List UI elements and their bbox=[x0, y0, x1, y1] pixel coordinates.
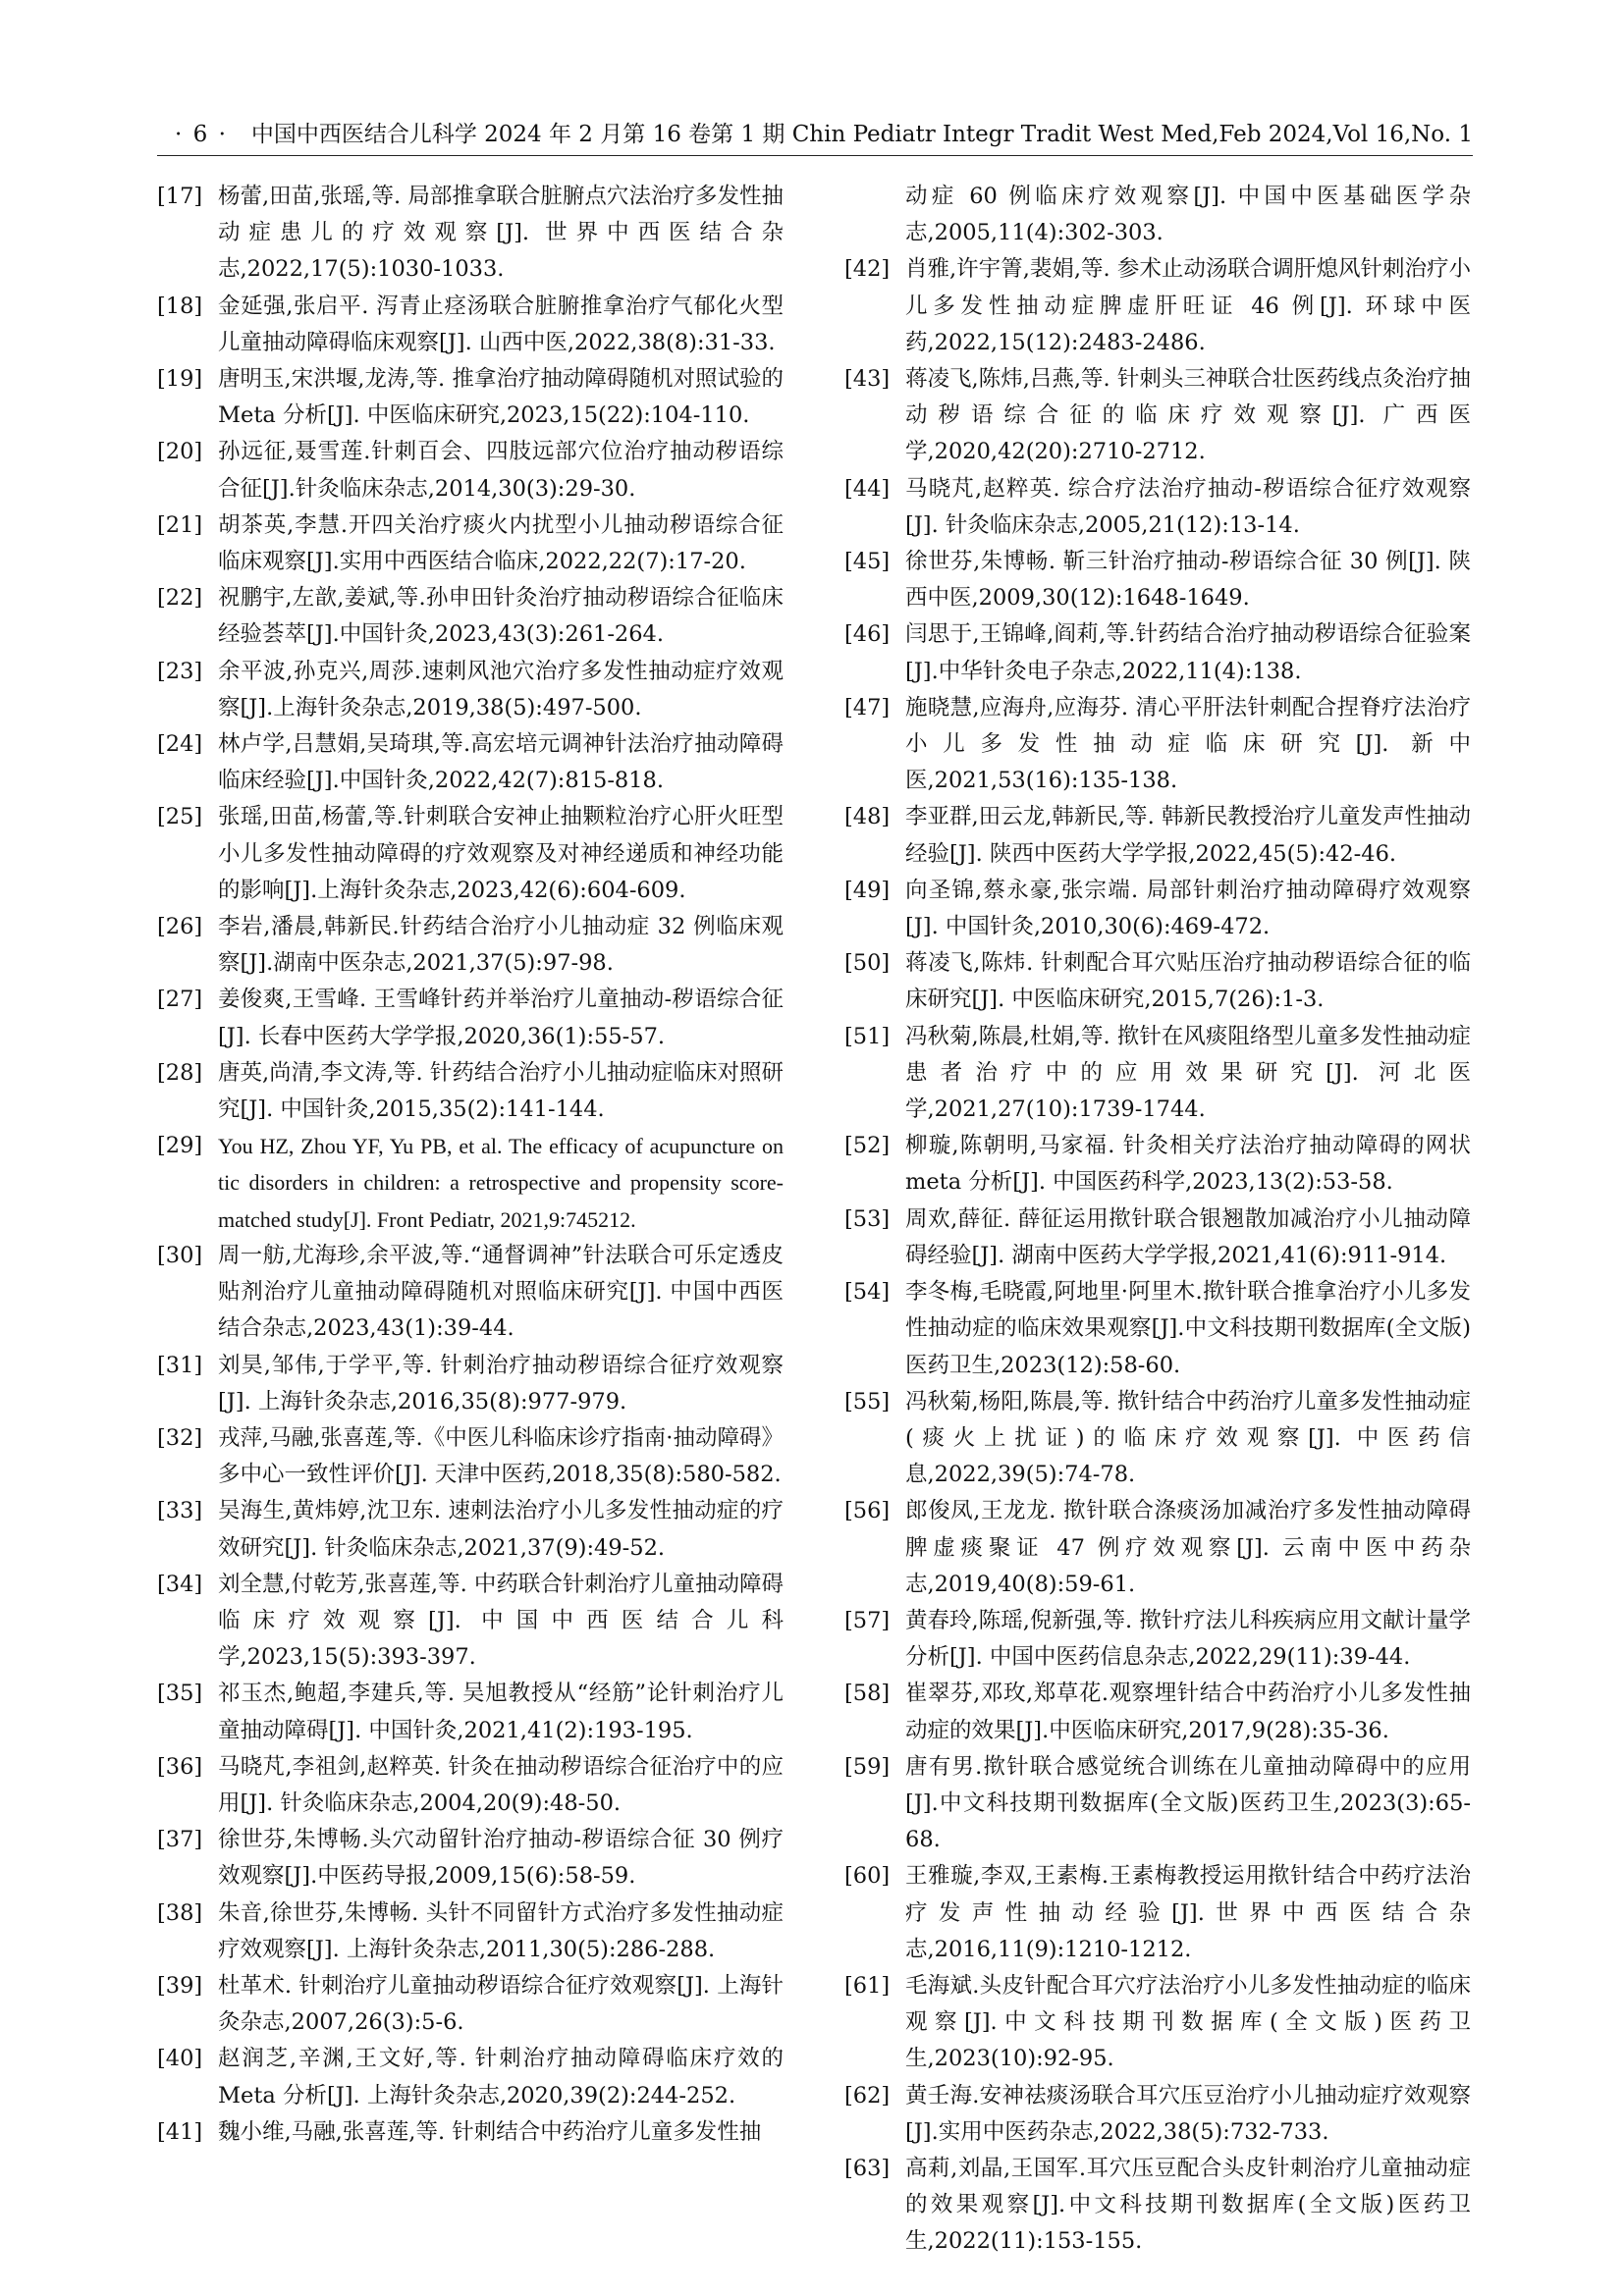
reference-number: [53] bbox=[844, 1205, 891, 1232]
reference-item bbox=[844, 1128, 1471, 1201]
reference-number: [24] bbox=[157, 731, 203, 758]
reference-text: 闫思于,王锦峰,阎莉,等.针药结合治疗抽动秽语综合征验案[J].中华针灸电子杂志,2022,11(4):138. bbox=[905, 621, 1471, 684]
reference-item bbox=[157, 1238, 784, 1348]
reference-number: [49] bbox=[844, 877, 891, 903]
reference-text: 向圣锦,蔡永豪,张宗端. 局部针刺治疗抽动障碍疗效观察[J]. 中国针灸,2010,30(6):469-472. bbox=[905, 877, 1471, 940]
reference-number: [34] bbox=[157, 1571, 203, 1597]
reference-number: [32] bbox=[157, 1424, 203, 1451]
reference-item bbox=[844, 1019, 1471, 1129]
reference-text: 黄壬海.安神祛痰汤联合耳穴压豆治疗小儿抽动症疗效观察[J].实用中医药杂志,2022,38(5):732-733. bbox=[905, 2082, 1471, 2145]
reference-text: 蒋凌飞,陈炜. 针刺配合耳穴贴压治疗抽动秽语综合征的临床研究[J]. 中医临床研究,2015,7(26):1-3. bbox=[905, 950, 1471, 1013]
reference-item bbox=[844, 690, 1471, 800]
reference-item bbox=[157, 1896, 784, 1968]
reference-item bbox=[844, 873, 1471, 945]
reference-number: [21] bbox=[157, 511, 203, 538]
reference-item bbox=[157, 1822, 784, 1895]
reference-text: 张瑶,田苗,杨蕾,等.针刺联合安神止抽颗粒治疗心肝火旺型小儿多发性抽动障碍的疗效观察及对神经递质和神经功能的影响[J].上海针灸杂志,2023,42(6):604-609. bbox=[218, 804, 784, 903]
reference-item bbox=[844, 1676, 1471, 1748]
reference-number: [48] bbox=[844, 804, 891, 830]
journal-running-title: 中国中西医结合儿科学 2024 年 2 月第 16 卷第 1 期 Chin Pediatr Integr Tradit West Med,Feb 2024,Vol 16,No. 1 bbox=[250, 122, 1473, 147]
reference-item bbox=[844, 1858, 1471, 1968]
reference-number: [41] bbox=[157, 2118, 203, 2145]
reference-text: 杨蕾,田苗,张瑶,等. 局部推拿联合脏腑点穴法治疗多发性抽动症患儿的疗效观察[J]. 世界中西医结合杂志,2022,17(5):1030-1033. bbox=[218, 184, 784, 283]
running-header bbox=[157, 116, 1473, 156]
reference-text: 林卢学,吕慧娟,吴琦琪,等.高宏培元调神针法治疗抽动障碍临床经验[J].中国针灸,2022,42(7):815-818. bbox=[218, 731, 784, 794]
reference-item bbox=[157, 1749, 784, 1822]
reference-item bbox=[844, 544, 1471, 616]
reference-text: 李冬梅,毛晓霞,阿地里·阿里木.揿针联合推拿治疗小儿多发性抽动症的临床效果观察[J].中文科技期刊数据库(全文版)医药卫生,2023(12):58-60. bbox=[905, 1279, 1471, 1378]
reference-number: [31] bbox=[157, 1352, 203, 1378]
reference-item bbox=[844, 251, 1471, 361]
reference-number: [35] bbox=[157, 1681, 203, 1707]
reference-item bbox=[157, 726, 784, 799]
reference-item bbox=[844, 1274, 1471, 1384]
reference-item bbox=[157, 580, 784, 653]
reference-item bbox=[157, 2114, 784, 2151]
reference-number: [57] bbox=[844, 1607, 891, 1633]
reference-item bbox=[157, 434, 784, 507]
reference-item bbox=[844, 179, 1471, 251]
reference-item bbox=[844, 1201, 1471, 1274]
reference-text: 祁玉杰,鲍超,李建兵,等. 吴旭教授从“经筋”论针刺治疗儿童抽动障碍[J]. 中国针灸,2021,41(2):193-195. bbox=[218, 1681, 784, 1743]
reference-text: 李亚群,田云龙,韩新民,等. 韩新民教授治疗儿童发声性抽动经验[J]. 陕西中医药大学学报,2022,45(5):42-46. bbox=[905, 804, 1471, 867]
reference-item bbox=[157, 1348, 784, 1420]
reference-text: 朱音,徐世芬,朱博畅. 头针不同留针方式治疗多发性抽动症疗效观察[J]. 上海针灸杂志,2011,30(5):286-288. bbox=[218, 1899, 784, 1962]
reference-number: [56] bbox=[844, 1498, 891, 1524]
reference-number: [26] bbox=[157, 914, 203, 940]
reference-column-right bbox=[844, 179, 1471, 2261]
reference-number: [52] bbox=[844, 1133, 891, 1159]
reference-text: 赵润芝,辛渊,王文好,等. 针刺治疗抽动障碍临床疗效的 Meta 分析[J]. 上海针灸杂志,2020,39(2):244-252. bbox=[218, 2046, 784, 2109]
reference-number: [43] bbox=[844, 366, 891, 393]
reference-number: [61] bbox=[844, 1972, 891, 1999]
reference-text: 姜俊爽,王雪峰. 王雪峰针药并举治疗儿童抽动-秽语综合征[J]. 长春中医药大学学报,2020,36(1):55-57. bbox=[218, 987, 784, 1049]
reference-number: [37] bbox=[157, 1827, 203, 1853]
reference-item bbox=[844, 799, 1471, 872]
reference-text: 郎俊凤,王龙龙. 揿针联合涤痰汤加减治疗多发性抽动障碍脾虚痰聚证 47 例疗效观察[J]. 云南中医中药杂志,2019,40(8):59-61. bbox=[905, 1498, 1471, 1597]
reference-text: 孙远征,聂雪莲.针刺百会、四肢远部穴位治疗抽动秽语综合征[J].针灸临床杂志,2014,30(3):29-30. bbox=[218, 439, 784, 502]
reference-number: [38] bbox=[157, 1899, 203, 1926]
reference-text: 崔翠芬,邓玫,郑草花.观察埋针结合中药治疗小儿多发性抽动症的效果[J].中医临床研究,2017,9(28):35-36. bbox=[905, 1681, 1471, 1743]
reference-text: 周欢,薛征. 薛征运用揿针联合银翘散加减治疗小儿抽动障碍经验[J]. 湖南中医药大学学报,2021,41(6):911-914. bbox=[905, 1205, 1471, 1268]
reference-number: [28] bbox=[157, 1059, 203, 1086]
reference-text: 马晓芃,李祖剑,赵粹英. 针灸在抽动秽语综合征治疗中的应用[J]. 针灸临床杂志,2004,20(9):48-50. bbox=[218, 1753, 784, 1816]
reference-item bbox=[157, 1493, 784, 1566]
reference-number: [63] bbox=[844, 2155, 891, 2181]
reference-item bbox=[157, 1567, 784, 1677]
reference-item bbox=[157, 507, 784, 580]
reference-number: [39] bbox=[157, 1972, 203, 1999]
reference-number: [19] bbox=[157, 366, 203, 393]
reference-text: 徐世芬,朱博畅. 靳三针治疗抽动-秽语综合征 30 例[J]. 陕西中医,2009,30(12):1648-1649. bbox=[905, 549, 1471, 612]
reference-item bbox=[844, 616, 1471, 689]
reference-text: 刘全慧,付乾芳,张喜莲,等. 中药联合针刺治疗儿童抽动障碍临床疗效观察[J]. 中国中西医结合儿科学,2023,15(5):393-397. bbox=[218, 1571, 784, 1671]
reference-item bbox=[157, 799, 784, 909]
reference-text: 施晓慧,应海舟,应海芬. 清心平肝法针刺配合捏脊疗法治疗小儿多发性抽动症临床研究[J]. 新中医,2021,53(16):135-138. bbox=[905, 694, 1471, 794]
reference-text: 杜革术. 针刺治疗儿童抽动秽语综合征疗效观察[J]. 上海针灸杂志,2007,26(3):5-6. bbox=[218, 1972, 784, 2036]
reference-number: [33] bbox=[157, 1498, 203, 1524]
reference-text: 刘昊,邹伟,于学平,等. 针刺治疗抽动秽语综合征疗效观察[J]. 上海针灸杂志,2016,35(8):977-979. bbox=[218, 1352, 784, 1415]
reference-number: [44] bbox=[844, 475, 891, 502]
reference-item bbox=[157, 1420, 784, 1493]
reference-item bbox=[844, 1749, 1471, 1859]
reference-number: [36] bbox=[157, 1753, 203, 1780]
reference-text: 戎萍,马融,张喜莲,等.《中医儿科临床诊疗指南·抽动障碍》多中心一致性评价[J]. 天津中医药,2018,35(8):580-582. bbox=[218, 1424, 784, 1488]
reference-number: [60] bbox=[844, 1863, 891, 1890]
reference-item bbox=[844, 361, 1471, 471]
reference-number: [54] bbox=[844, 1279, 891, 1306]
reference-item bbox=[157, 179, 784, 289]
reference-number: [20] bbox=[157, 439, 203, 465]
reference-text: 冯秋菊,杨阳,陈晨,等. 揿针结合中药治疗儿童多发性抽动症(痰火上扰证)的临床疗效观察[J]. 中医药信息,2022,39(5):74-78. bbox=[905, 1388, 1471, 1488]
reference-number: [40] bbox=[157, 2046, 203, 2072]
reference-text: 周一舫,尤海珍,余平波,等.“通督调神”针法联合可乐定透皮贴剂治疗儿童抽动障碍随机对照临床研究[J]. 中国中西医结合杂志,2023,43(1):39-44. bbox=[218, 1242, 784, 1342]
reference-item bbox=[157, 361, 784, 434]
reference-text: 吴海生,黄炜婷,沈卫东. 速刺法治疗小儿多发性抽动症的疗效研究[J]. 针灸临床杂志,2021,37(9):49-52. bbox=[218, 1498, 784, 1561]
reference-item bbox=[157, 1055, 784, 1128]
reference-text: 动症 60 例临床疗效观察[J]. 中国中医基础医学杂志,2005,11(4):302-303. bbox=[905, 184, 1471, 246]
reference-text: 祝鹏宇,左歆,姜斌,等.孙申田针灸治疗抽动秽语综合征临床经验荟萃[J].中国针灸,2023,43(3):261-264. bbox=[218, 585, 784, 648]
reference-item bbox=[157, 654, 784, 726]
reference-number: [22] bbox=[157, 585, 203, 612]
reference-item bbox=[157, 982, 784, 1054]
reference-item bbox=[157, 909, 784, 982]
reference-number: [50] bbox=[844, 950, 891, 977]
reference-text: 蒋凌飞,陈炜,吕燕,等. 针刺头三神联合壮医药线点灸治疗抽动秽语综合征的临床疗效观察[J]. 广西医学,2020,42(20):2710-2712. bbox=[905, 366, 1471, 465]
reference-number: [46] bbox=[844, 621, 891, 648]
page-number: · 6 · bbox=[175, 122, 228, 147]
reference-text: 柳璇,陈朝明,马家福. 针灸相关疗法治疗抽动障碍的网状 meta 分析[J]. 中国医药科学,2023,13(2):53-58. bbox=[905, 1133, 1471, 1196]
reference-column-left bbox=[157, 179, 784, 2151]
reference-text: 王雅璇,李双,王素梅.王素梅教授运用揿针结合中药疗法治疗发声性抽动经验[J].世界中西医结合杂志,2016,11(9):1210-1212. bbox=[905, 1863, 1471, 1962]
reference-number: [45] bbox=[844, 549, 891, 575]
reference-number: [30] bbox=[157, 1242, 203, 1268]
reference-item bbox=[844, 1968, 1471, 2078]
reference-number: [18] bbox=[157, 293, 203, 319]
reference-item bbox=[157, 1968, 784, 2041]
reference-text: 金延强,张启平. 泻青止痉汤联合脏腑推拿治疗气郁化火型儿童抽动障碍临床观察[J]. 山西中医,2022,38(8):31-33. bbox=[218, 293, 784, 355]
reference-text: 冯秋菊,陈晨,杜娟,等. 揿针在风痰阻络型儿童多发性抽动症患者治疗中的应用效果研究[J]. 河北医学,2021,27(10):1739-1744. bbox=[905, 1023, 1471, 1123]
reference-text: 唐明玉,宋洪堰,龙涛,等. 推拿治疗抽动障碍随机对照试验的 Meta 分析[J]. 中医临床研究,2023,15(22):104-110. bbox=[218, 366, 784, 429]
reference-number: [27] bbox=[157, 987, 203, 1013]
reference-text: 黄春玲,陈瑶,倪新强,等. 揿针疗法儿科疾病应用文献计量学分析[J]. 中国中医药信息杂志,2022,29(11):39-44. bbox=[905, 1607, 1471, 1671]
reference-number: [59] bbox=[844, 1753, 891, 1780]
reference-item bbox=[844, 1384, 1471, 1494]
reference-text: 徐世芬,朱博畅.头穴动留针治疗抽动-秽语综合征 30 例疗效观察[J].中医药导报,2009,15(6):58-59. bbox=[218, 1827, 784, 1890]
reference-item bbox=[157, 2041, 784, 2113]
reference-number: [42] bbox=[844, 256, 891, 283]
reference-item bbox=[844, 945, 1471, 1018]
reference-text: 李岩,潘晨,韩新民.针药结合治疗小儿抽动症 32 例临床观察[J].湖南中医杂志,2021,37(5):97-98. bbox=[218, 914, 784, 977]
reference-number: [47] bbox=[844, 694, 891, 721]
reference-text: 唐有男.揿针联合感觉统合训练在儿童抽动障碍中的应用[J].中文科技期刊数据库(全文版)医药卫生,2023(3):65-68. bbox=[905, 1753, 1471, 1853]
reference-number: [62] bbox=[844, 2082, 891, 2109]
reference-text: 魏小维,马融,张喜莲,等. 针刺结合中药治疗儿童多发性抽 bbox=[218, 2118, 762, 2145]
reference-text: 马晓芃,赵粹英. 综合疗法治疗抽动-秽语综合征疗效观察[J]. 针灸临床杂志,2005,21(12):13-14. bbox=[905, 475, 1471, 538]
reference-number: [25] bbox=[157, 804, 203, 830]
reference-number: [23] bbox=[157, 658, 203, 684]
reference-text: 高莉,刘晶,王国军.耳穴压豆配合头皮针刺治疗儿童抽动症的效果观察[J].中文科技期刊数据库(全文版)医药卫生,2022(11):153-155. bbox=[905, 2155, 1471, 2255]
reference-number: [29] bbox=[157, 1133, 203, 1159]
reference-item bbox=[844, 1603, 1471, 1676]
reference-item bbox=[844, 2151, 1471, 2261]
reference-item bbox=[157, 1128, 784, 1238]
reference-item bbox=[844, 2078, 1471, 2151]
reference-text: 唐英,尚清,李文涛,等. 针药结合治疗小儿抽动症临床对照研究[J]. 中国针灸,2015,35(2):141-144. bbox=[218, 1059, 784, 1123]
reference-item bbox=[157, 289, 784, 361]
reference-item bbox=[844, 1493, 1471, 1603]
reference-text: 毛海斌.头皮针配合耳穴疗法治疗小儿多发性抽动症的临床观察[J].中文科技期刊数据库(全文版)医药卫生,2023(10):92-95. bbox=[905, 1972, 1471, 2072]
reference-number: [51] bbox=[844, 1023, 891, 1049]
reference-text: 胡茶英,李慧.开四关治疗痰火内扰型小儿抽动秽语综合征临床观察[J].实用中西医结合临床,2022,22(7):17-20. bbox=[218, 511, 784, 575]
reference-item bbox=[844, 471, 1471, 544]
reference-number: [58] bbox=[844, 1681, 891, 1707]
reference-text: You HZ, Zhou YF, Yu PB, et al. The efficacy of acupuncture on tic disorders in children: a retrospective and propensity score-matched study[J]. Front Pediatr, 2021,9:745212. bbox=[218, 1134, 784, 1232]
reference-text: 肖雅,许宇箐,裴娟,等. 参术止动汤联合调肝熄风针刺治疗小儿多发性抽动症脾虚肝旺证 46 例[J]. 环球中医药,2022,15(12):2483-2486. bbox=[905, 256, 1471, 355]
reference-number: [17] bbox=[157, 184, 203, 209]
reference-text: 余平波,孙克兴,周莎.速刺风池穴治疗多发性抽动症疗效观察[J].上海针灸杂志,2019,38(5):497-500. bbox=[218, 658, 784, 721]
reference-item bbox=[157, 1676, 784, 1748]
reference-number: [55] bbox=[844, 1388, 891, 1415]
